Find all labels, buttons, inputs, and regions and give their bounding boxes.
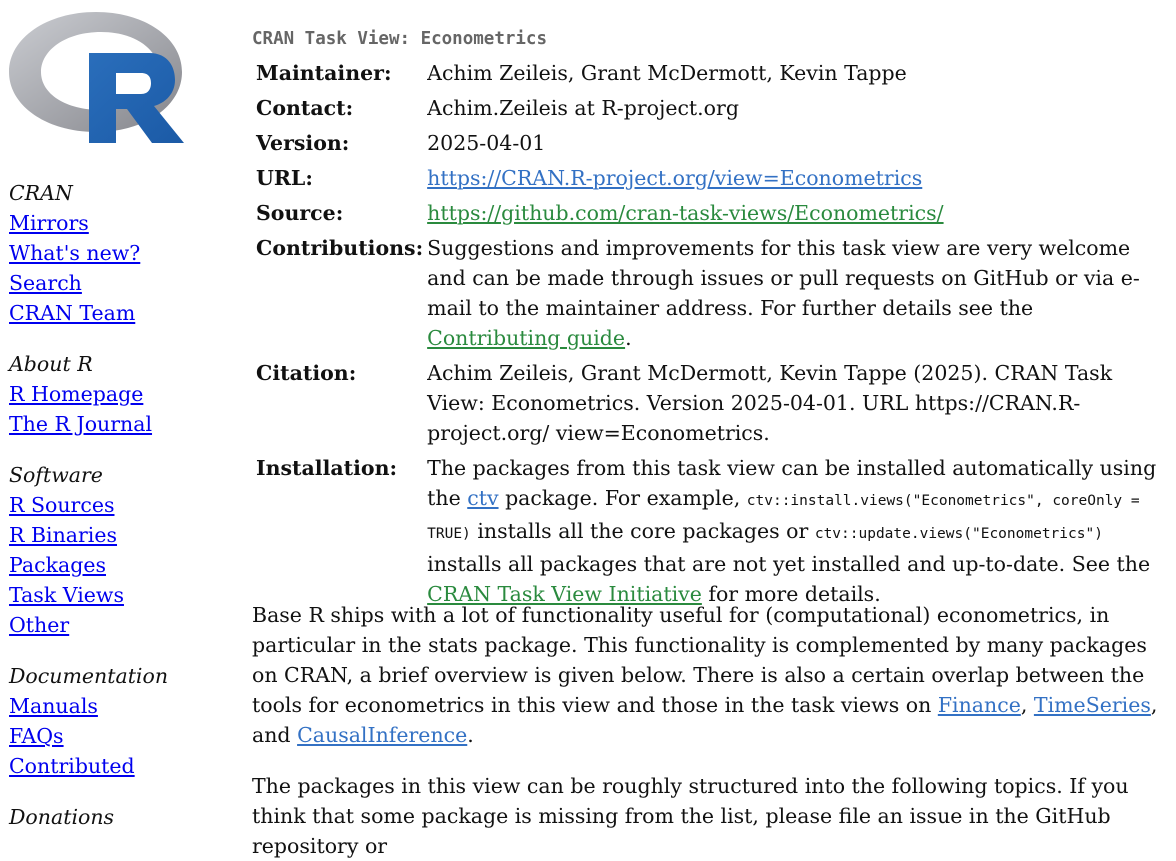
install-views-code: ctv::install.views("Econometrics", coreOnly = TRUE)	[427, 492, 1140, 542]
installation-text: for more details.	[701, 581, 881, 606]
contact-value: Achim.Zeileis at R-project.org	[427, 95, 739, 120]
version-label: Version:	[256, 130, 350, 155]
separator: ,	[1020, 693, 1034, 717]
nav-heading-documentation: Documentation	[9, 664, 169, 688]
contributions-label: Contributions:	[256, 235, 424, 260]
sidebar-nav	[9, 178, 168, 853]
task-view-metadata	[252, 55, 1170, 611]
separator: , and	[252, 693, 1158, 747]
meta-row-version	[256, 125, 1166, 160]
nav-heading-cran: CRAN	[9, 181, 73, 205]
nav-group-donations	[9, 802, 168, 832]
nav-link-faqs[interactable]: FAQs	[9, 724, 64, 748]
source-label: Source:	[256, 200, 344, 225]
nav-link-whats-new[interactable]: What's new?	[9, 241, 141, 265]
r-logo-icon	[9, 10, 184, 145]
installation-text: package. For example,	[498, 485, 747, 510]
nav-group-documentation	[9, 661, 168, 781]
installation-text: installs all packages that are not yet installed and up-to-date. See the	[427, 551, 1151, 576]
contributions-end: .	[625, 325, 632, 350]
intro-text: Base R ships with a lot of functionality useful for (computational) econometrics, in particular in the stats package. This functionality is complemented by many packages on CRAN, a brief overview is given below. There is also a certain overlap between the tools for econometrics in this view and those in the task views on	[252, 603, 1147, 717]
finance-link[interactable]: Finance	[937, 693, 1021, 717]
task-view-initiative-link[interactable]: CRAN Task View Initiative	[427, 581, 702, 606]
meta-row-contact	[256, 90, 1166, 125]
nav-link-search[interactable]: Search	[9, 271, 82, 295]
url-link[interactable]: https://CRAN.R-project.org/view=Econometrics	[427, 165, 923, 190]
citation-value: Achim Zeileis, Grant McDermott, Kevin Tappe (2025). CRAN Task View: Econometrics. Version 2025-04-01. URL https://CRAN.R-project.org/ view=Econometrics.	[427, 360, 1113, 445]
update-views-code: ctv::update.views("Econometrics")	[814, 525, 1103, 542]
nav-link-r-binaries[interactable]: R Binaries	[9, 523, 118, 547]
version-value: 2025-04-01	[427, 130, 546, 155]
contributions-text: Suggestions and improvements for this task view are very welcome and can be made through issues or pull requests on GitHub or via e-mail to the maintainer address. For further details see the	[427, 235, 1140, 320]
contributing-guide-link[interactable]: Contributing guide	[427, 325, 626, 350]
r-logo[interactable]	[9, 10, 184, 145]
nav-group-cran	[9, 178, 168, 328]
page-title: CRAN Task View: Econometrics	[252, 28, 548, 49]
nav-link-r-homepage[interactable]: R Homepage	[9, 382, 144, 406]
meta-row-maintainer	[256, 55, 1166, 90]
intro-end: .	[467, 723, 474, 747]
intro-paragraph	[252, 600, 1168, 750]
nav-heading-about-r: About R	[9, 352, 93, 376]
causalinference-link[interactable]: CausalInference	[297, 723, 468, 747]
meta-row-installation	[256, 450, 1166, 611]
topics-paragraph: The packages in this view can be roughly structured into the following topics. If you think that some package is missing from the list, please file an issue in the GitHub repository or	[252, 774, 1129, 858]
nav-group-software	[9, 460, 168, 640]
maintainer-label: Maintainer:	[256, 60, 392, 85]
installation-text: The packages from this task view can be installed automatically using the	[427, 455, 1157, 510]
citation-label: Citation:	[256, 360, 357, 385]
installation-value	[427, 450, 1166, 611]
installation-label: Installation:	[256, 455, 398, 480]
meta-row-citation	[256, 355, 1166, 450]
nav-link-task-views[interactable]: Task Views	[9, 583, 124, 607]
timeseries-link[interactable]: TimeSeries	[1033, 693, 1151, 717]
nav-link-packages[interactable]: Packages	[9, 553, 106, 577]
source-link[interactable]: https://github.com/cran-task-views/Econometrics/	[427, 200, 944, 225]
meta-row-source	[256, 195, 1166, 230]
nav-heading-software: Software	[9, 463, 103, 487]
nav-link-contributed[interactable]: Contributed	[9, 754, 135, 778]
meta-row-url	[256, 160, 1166, 195]
installation-text: installs all the core packages or	[470, 518, 815, 543]
nav-heading-donations: Donations	[9, 805, 115, 829]
nav-link-other[interactable]: Other	[9, 613, 70, 637]
contributions-value	[427, 230, 1166, 355]
nav-link-r-sources[interactable]: R Sources	[9, 493, 115, 517]
maintainer-value: Achim Zeileis, Grant McDermott, Kevin Tappe	[427, 60, 907, 85]
ctv-link[interactable]: ctv	[467, 485, 499, 510]
nav-link-mirrors[interactable]: Mirrors	[9, 211, 89, 235]
contact-label: Contact:	[256, 95, 354, 120]
meta-row-contributions	[256, 230, 1166, 355]
nav-link-r-journal[interactable]: The R Journal	[9, 412, 153, 436]
nav-link-manuals[interactable]: Manuals	[9, 694, 98, 718]
nav-group-about-r	[9, 349, 168, 439]
nav-link-cran-team[interactable]: CRAN Team	[9, 301, 136, 325]
url-label: URL:	[256, 165, 313, 190]
